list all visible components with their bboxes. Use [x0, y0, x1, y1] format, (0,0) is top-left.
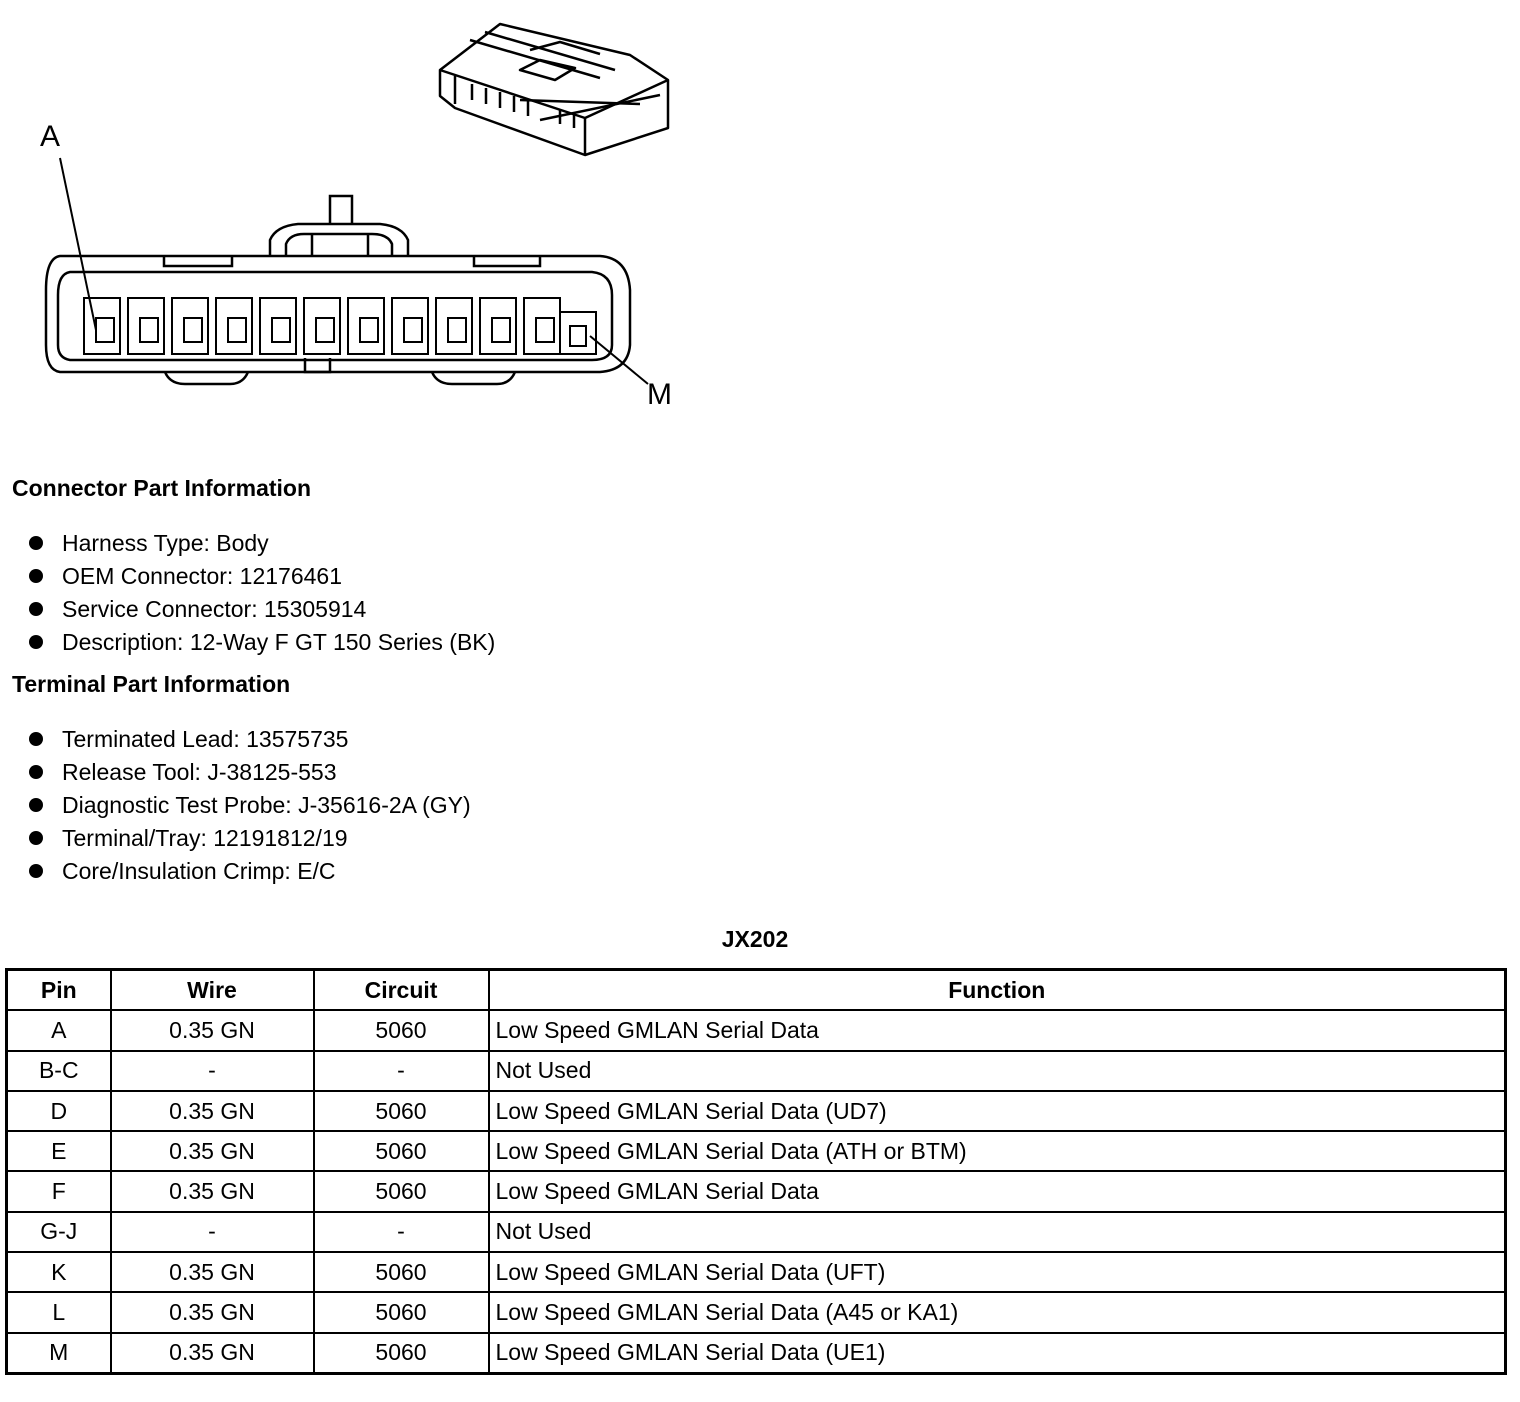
bullet-icon	[29, 798, 43, 812]
circuit-cell: 5060	[314, 1333, 489, 1374]
list-item-text: Description: 12-Way F GT 150 Series (BK)	[62, 629, 496, 655]
wire-cell: 0.35 GN	[111, 1292, 314, 1332]
pin-cell: E	[7, 1131, 111, 1171]
pin-cell: L	[7, 1292, 111, 1332]
table-title: JX202	[721, 926, 789, 952]
bullet-icon	[29, 536, 43, 550]
terminal-part-info-list	[0, 723, 471, 888]
circuit-cell: 5060	[314, 1010, 489, 1050]
pinout-table	[5, 968, 1507, 1375]
pin-cell: D	[7, 1091, 111, 1131]
bullet-icon	[29, 831, 43, 845]
pin-cell: G-J	[7, 1212, 111, 1252]
list-item-text: Terminated Lead: 13575735	[62, 726, 349, 752]
list-item	[0, 593, 495, 626]
list-item	[0, 789, 471, 822]
connector-part-info-heading: Connector Part Information	[12, 475, 312, 501]
function-cell: Not Used	[489, 1212, 1506, 1252]
circuit-cell: -	[314, 1212, 489, 1252]
bullet-icon	[29, 569, 43, 583]
wire-cell: 0.35 GN	[111, 1333, 314, 1374]
function-cell: Low Speed GMLAN Serial Data	[489, 1010, 1506, 1050]
list-item	[0, 855, 471, 888]
wire-cell: -	[111, 1051, 314, 1091]
function-cell: Low Speed GMLAN Serial Data (UD7)	[489, 1091, 1506, 1131]
bullet-icon	[29, 864, 43, 878]
function-cell: Low Speed GMLAN Serial Data (ATH or BTM)	[489, 1131, 1506, 1171]
list-item-text: Terminal/Tray: 12191812/19	[62, 825, 348, 851]
connector-front-view	[46, 196, 630, 384]
callout-line-a	[60, 158, 96, 330]
pin-cell: K	[7, 1252, 111, 1292]
list-item-text: Core/Insulation Crimp: E/C	[62, 858, 336, 884]
terminal-cavities	[84, 298, 596, 354]
terminal-part-info-heading: Terminal Part Information	[12, 671, 291, 697]
pin-cell: M	[7, 1333, 111, 1374]
bullet-icon	[29, 635, 43, 649]
connector-diagram	[0, 0, 720, 440]
circuit-cell: 5060	[314, 1171, 489, 1211]
list-item	[0, 626, 495, 659]
list-item-text: Release Tool: J-38125-553	[62, 759, 337, 785]
circuit-cell: 5060	[314, 1131, 489, 1171]
list-item	[0, 723, 471, 756]
table-row	[7, 1091, 1506, 1131]
list-item-text: Diagnostic Test Probe: J-35616-2A (GY)	[62, 792, 471, 818]
function-cell: Low Speed GMLAN Serial Data (A45 or KA1)	[489, 1292, 1506, 1332]
wire-cell: 0.35 GN	[111, 1171, 314, 1211]
function-cell: Low Speed GMLAN Serial Data (UE1)	[489, 1333, 1506, 1374]
table-header-row	[7, 970, 1506, 1011]
table-row	[7, 1131, 1506, 1171]
circuit-cell: -	[314, 1051, 489, 1091]
wire-cell: 0.35 GN	[111, 1131, 314, 1171]
table-row	[7, 1252, 1506, 1292]
list-item-text: Service Connector: 15305914	[62, 596, 367, 622]
pin-cell: A	[7, 1010, 111, 1050]
pin-label-a: A	[40, 120, 61, 153]
list-item	[0, 527, 495, 560]
circuit-cell: 5060	[314, 1292, 489, 1332]
pin-cell: B-C	[7, 1051, 111, 1091]
table-row	[7, 1212, 1506, 1252]
column-header-function: Function	[489, 970, 1506, 1011]
function-cell: Low Speed GMLAN Serial Data	[489, 1171, 1506, 1211]
table-row	[7, 1051, 1506, 1091]
list-item-text: Harness Type: Body	[62, 530, 269, 556]
function-cell: Low Speed GMLAN Serial Data (UFT)	[489, 1252, 1506, 1292]
list-item	[0, 756, 471, 789]
column-header-wire: Wire	[111, 970, 314, 1011]
wire-cell: 0.35 GN	[111, 1091, 314, 1131]
function-cell: Not Used	[489, 1051, 1506, 1091]
wire-cell: 0.35 GN	[111, 1252, 314, 1292]
connector-isometric-sketch	[440, 24, 668, 155]
table-row	[7, 1333, 1506, 1374]
table-row	[7, 1171, 1506, 1211]
list-item-text: OEM Connector: 12176461	[62, 563, 343, 589]
table-row	[7, 1292, 1506, 1332]
circuit-cell: 5060	[314, 1252, 489, 1292]
pin-cell: F	[7, 1171, 111, 1211]
wire-cell: -	[111, 1212, 314, 1252]
table-row	[7, 1010, 1506, 1050]
bullet-icon	[29, 602, 43, 616]
circuit-cell: 5060	[314, 1091, 489, 1131]
bullet-icon	[29, 765, 43, 779]
column-header-pin: Pin	[7, 970, 111, 1011]
list-item	[0, 560, 495, 593]
connector-part-info-list	[0, 527, 495, 659]
bullet-icon	[29, 732, 43, 746]
wire-cell: 0.35 GN	[111, 1010, 314, 1050]
list-item	[0, 822, 471, 855]
column-header-circuit: Circuit	[314, 970, 489, 1011]
pin-label-m: M	[647, 378, 672, 411]
